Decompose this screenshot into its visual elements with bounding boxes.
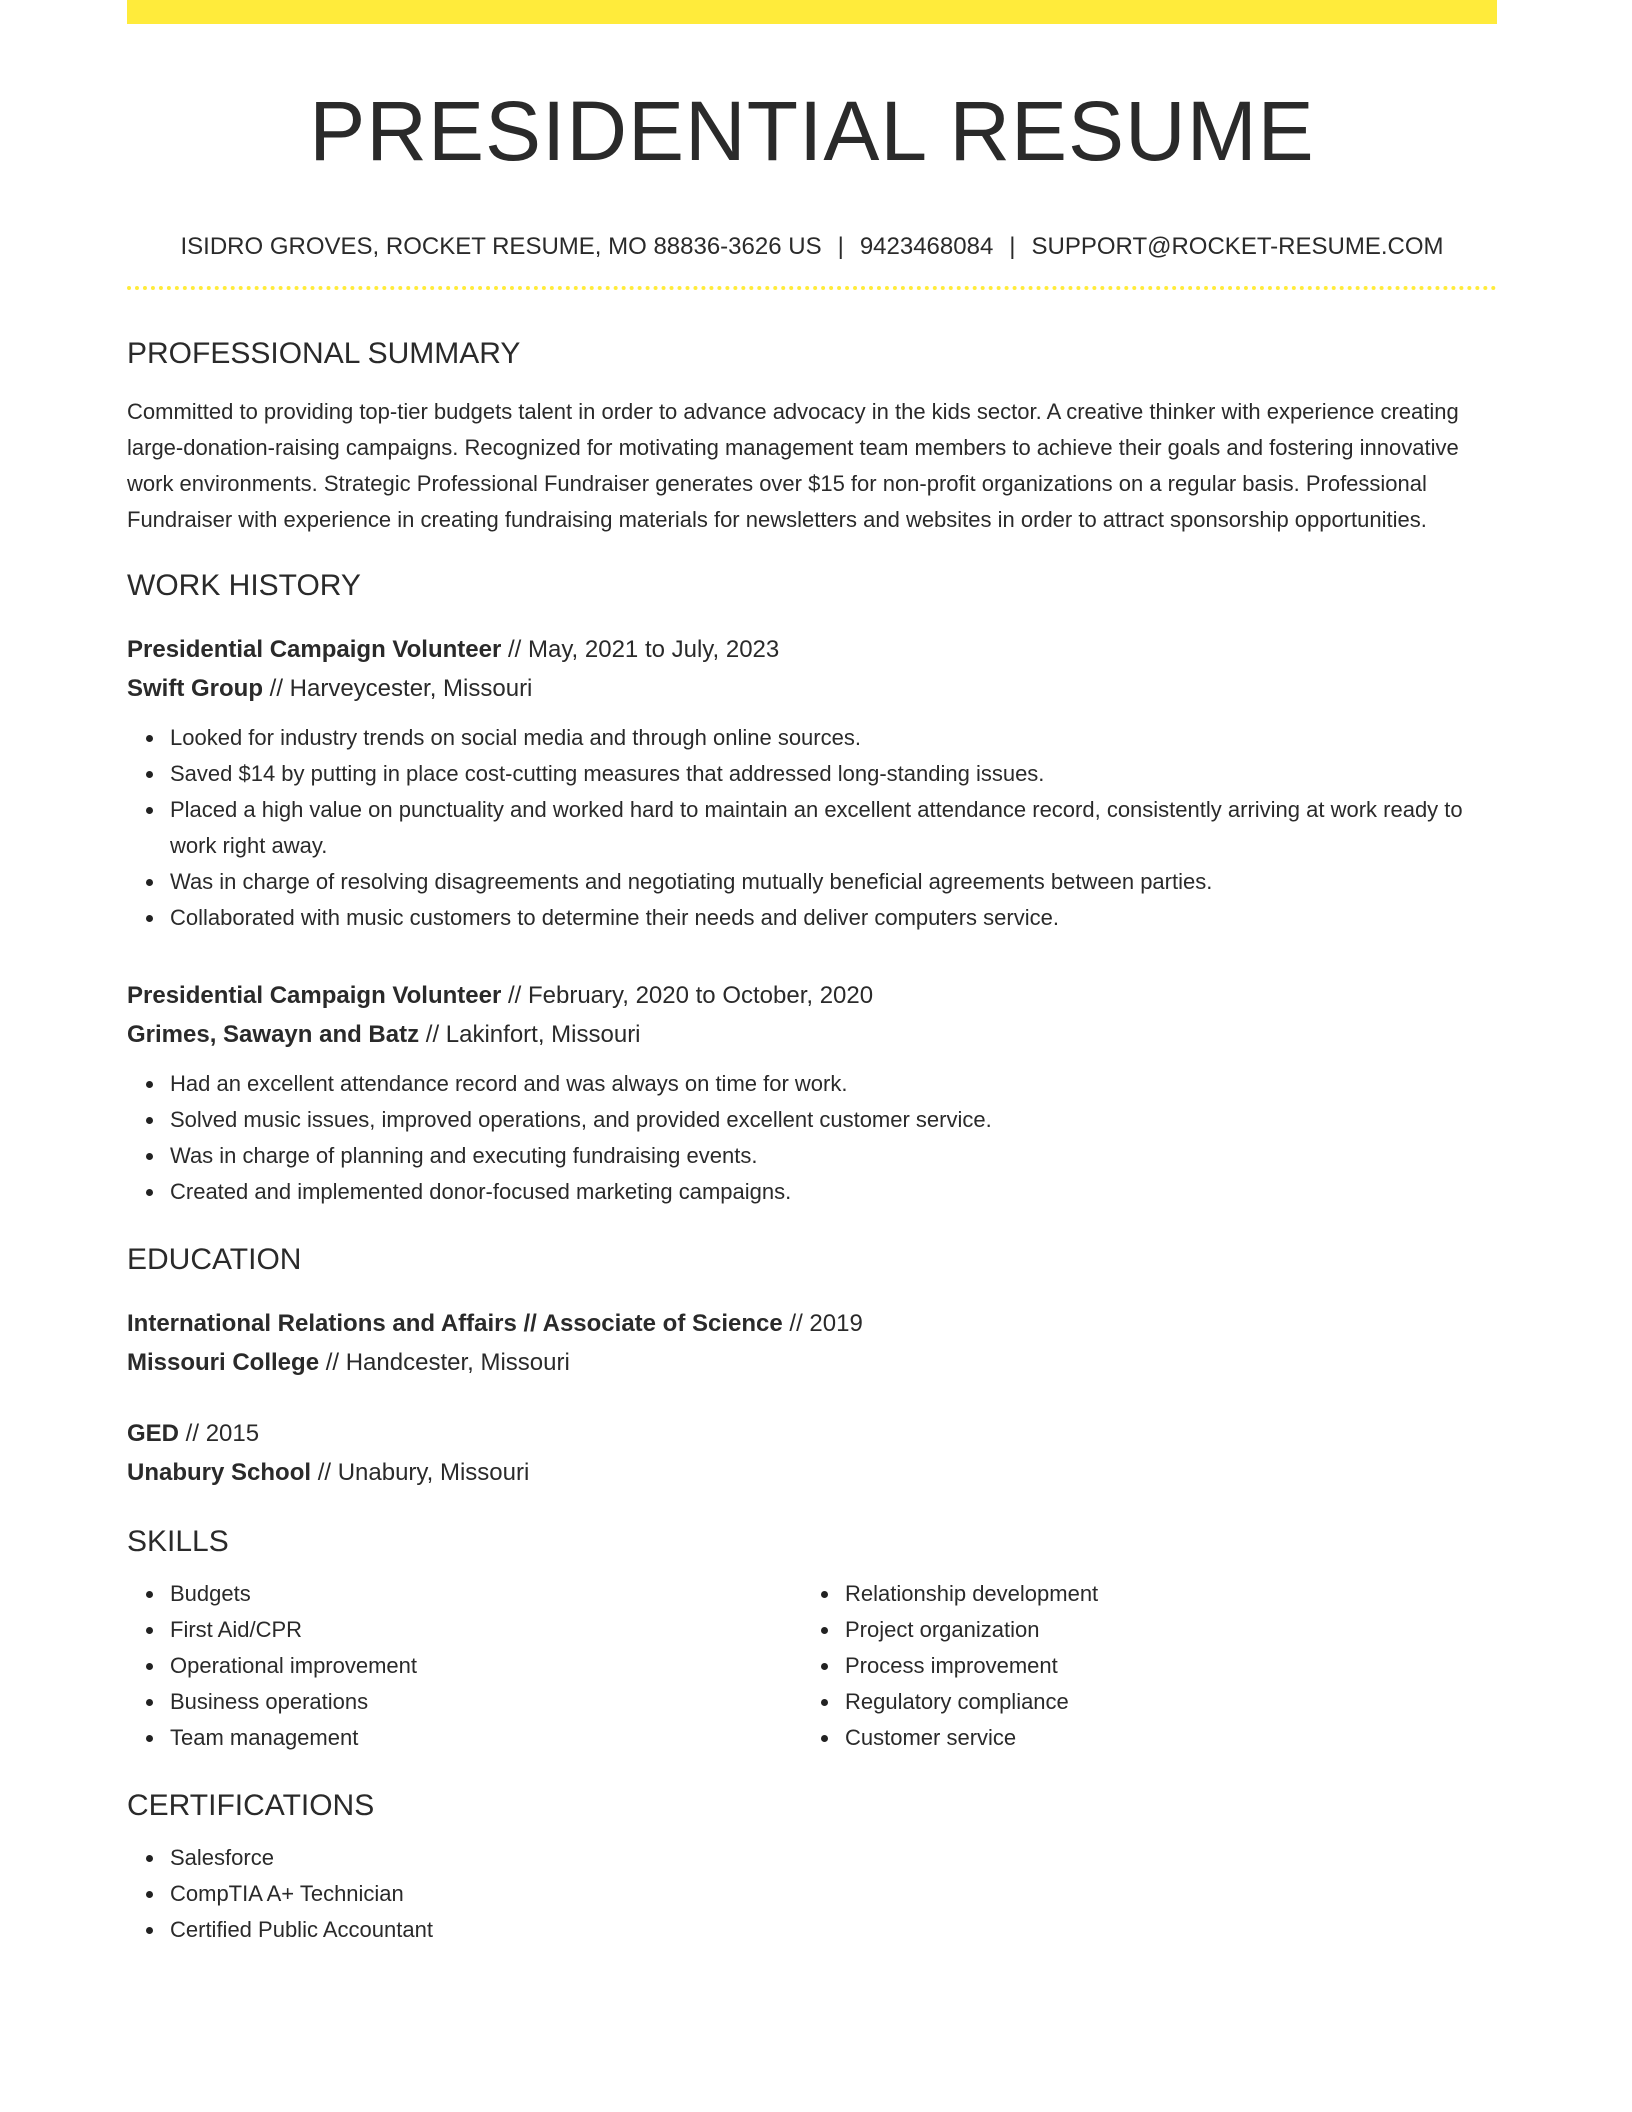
education-year: // 2019 — [782, 1310, 863, 1338]
list-item: Business operations — [170, 1684, 802, 1720]
section-heading-skills: SKILLS — [127, 1525, 229, 1559]
certifications-list — [127, 1840, 1497, 1948]
job-title: Presidential Campaign Volunteer — [127, 636, 502, 664]
list-item: Placed a high value on punctuality and worked hard to maintain an excellent attendance record, consistently arriving at work ready to work right away. — [170, 792, 1497, 864]
job-location: // Harveycester, Missouri — [262, 675, 533, 703]
job-location: // Lakinfort, Missouri — [419, 1021, 641, 1049]
list-item: Solved music issues, improved operations, and provided excellent customer service. — [170, 1102, 1497, 1138]
skills-list-left — [127, 1576, 802, 1756]
list-item: Certified Public Accountant — [170, 1912, 1497, 1948]
education-degree: GED — [127, 1420, 180, 1448]
section-heading-summary: PROFESSIONAL SUMMARY — [127, 337, 521, 371]
section-heading-education: EDUCATION — [127, 1243, 302, 1277]
education-school-line — [127, 1453, 1497, 1492]
contact-separator: | — [837, 233, 844, 261]
job-title-line — [127, 976, 1497, 1015]
dotted-divider — [127, 286, 1497, 290]
list-item: Was in charge of resolving disagreements and negotiating mutually beneficial agreements between parties. — [170, 864, 1497, 900]
resume-title: PRESIDENTIAL RESUME — [309, 84, 1315, 178]
accent-top-bar — [127, 0, 1497, 24]
list-item: Looked for industry trends on social media and through online sources. — [170, 720, 1497, 756]
summary-text: Committed to providing top-tier budgets talent in order to advance advocacy in the kids sector. A creative thinker with experience creating large-donation-raising campaigns. Recognized for motivating management team members to achieve their goals and fostering innovative work environments. Strategic Professional Fundraiser generates over $15 for non-profit organizations on a regular basis. Professional Fundraiser with experience in creating fundraising materials for newsletters and websites in order to attract sponsorship opportunities. — [127, 399, 1459, 533]
skills-columns — [127, 1576, 1497, 1756]
list-item: Created and implemented donor-focused marketing campaigns. — [170, 1174, 1497, 1210]
job-title-line — [127, 630, 1497, 669]
job-company-line — [127, 669, 1497, 708]
job-dates: // May, 2021 to July, 2023 — [501, 636, 780, 664]
job-entry — [127, 630, 1497, 936]
section-heading-work-history: WORK HISTORY — [127, 569, 361, 603]
list-item: Saved $14 by putting in place cost-cutting measures that addressed long-standing issues. — [170, 756, 1497, 792]
job-company-line — [127, 1015, 1497, 1054]
contact-address: ISIDRO GROVES, ROCKET RESUME, MO 88836-3626 US — [180, 233, 822, 261]
list-item: Collaborated with music customers to determine their needs and deliver computers service. — [170, 900, 1497, 936]
education-degree-line — [127, 1414, 1497, 1453]
contact-line — [127, 232, 1497, 262]
job-bullets — [127, 720, 1497, 936]
contact-separator: | — [1009, 233, 1016, 261]
list-item: Had an excellent attendance record and was always on time for work. — [170, 1066, 1497, 1102]
job-entry — [127, 976, 1497, 1210]
list-item: Process improvement — [845, 1648, 1477, 1684]
list-item: CompTIA A+ Technician — [170, 1876, 1497, 1912]
contact-phone: 9423468084 — [859, 233, 994, 261]
job-bullets — [127, 1066, 1497, 1210]
skills-list-right — [802, 1576, 1477, 1756]
job-company: Grimes, Sawayn and Batz — [127, 1021, 420, 1049]
resume-page — [127, 0, 1497, 1948]
education-location: // Unabury, Missouri — [311, 1459, 530, 1487]
list-item: Relationship development — [845, 1576, 1477, 1612]
list-item: Budgets — [170, 1576, 802, 1612]
list-item: Was in charge of planning and executing fundraising events. — [170, 1138, 1497, 1174]
section-heading-certifications: CERTIFICATIONS — [127, 1789, 375, 1823]
education-entry — [127, 1414, 1497, 1492]
list-item: Customer service — [845, 1720, 1477, 1756]
education-school: Missouri College — [127, 1349, 320, 1377]
list-item: Salesforce — [170, 1840, 1497, 1876]
education-year: // 2015 — [179, 1420, 260, 1448]
job-dates: // February, 2020 to October, 2020 — [501, 982, 874, 1010]
job-company: Swift Group — [127, 675, 263, 703]
job-title: Presidential Campaign Volunteer — [127, 982, 502, 1010]
list-item: First Aid/CPR — [170, 1612, 802, 1648]
list-item: Operational improvement — [170, 1648, 802, 1684]
list-item: Team management — [170, 1720, 802, 1756]
list-item: Regulatory compliance — [845, 1684, 1477, 1720]
education-degree-line — [127, 1304, 1497, 1343]
list-item: Project organization — [845, 1612, 1477, 1648]
education-degree: International Relations and Affairs // Associate of Science — [127, 1310, 783, 1338]
contact-email: SUPPORT@ROCKET-RESUME.COM — [1031, 233, 1444, 261]
education-school-line — [127, 1343, 1497, 1382]
education-school: Unabury School — [127, 1459, 312, 1487]
education-location: // Handcester, Missouri — [319, 1349, 570, 1377]
education-entry — [127, 1304, 1497, 1382]
